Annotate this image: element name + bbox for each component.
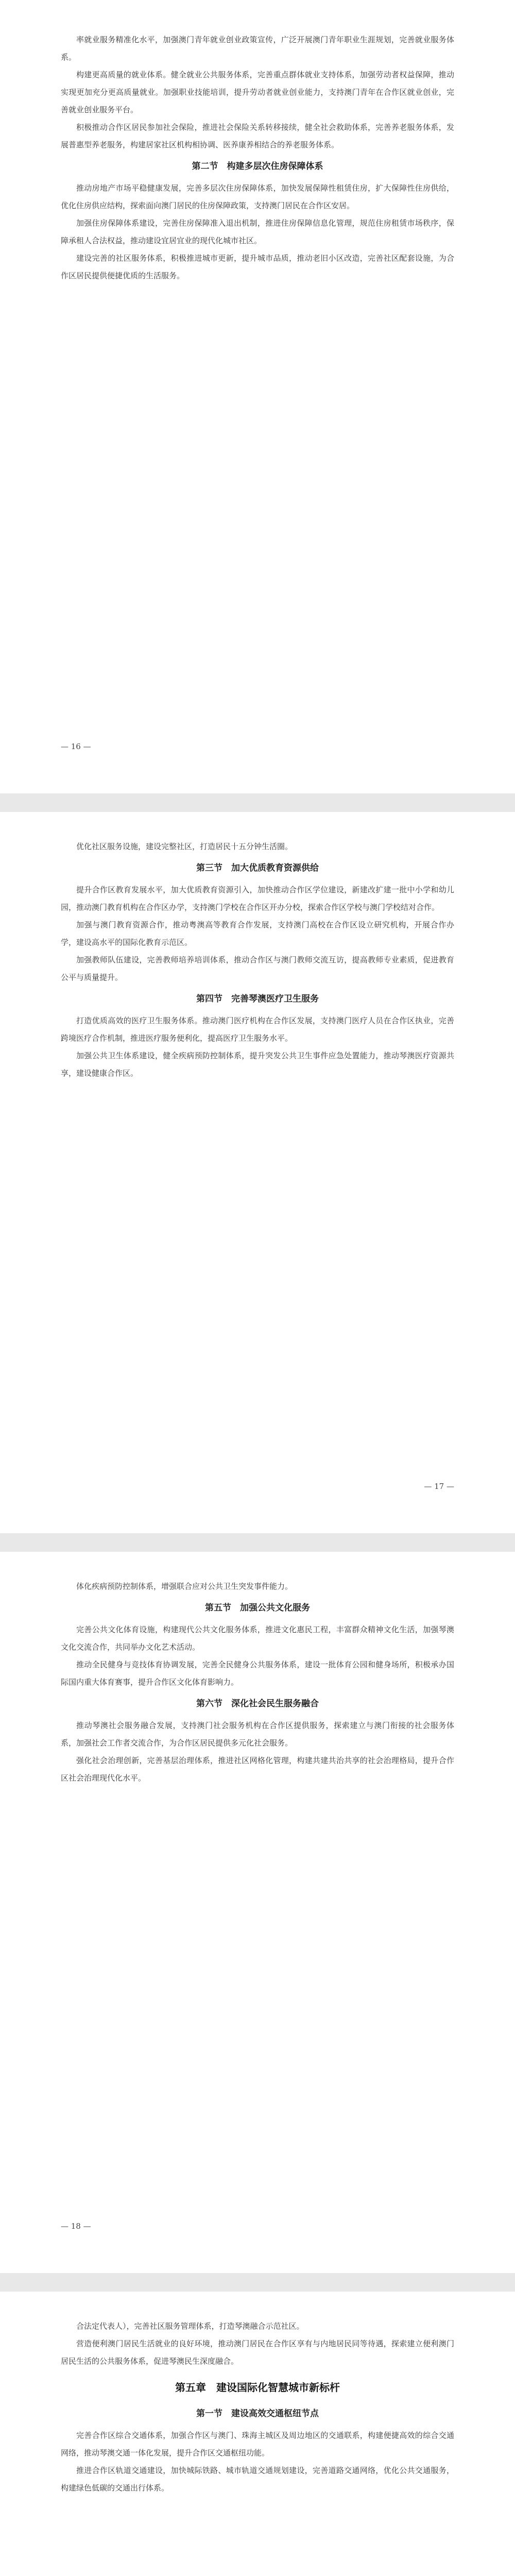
page-number: — 16 —: [61, 742, 91, 751]
paragraph: 完善公共文化体育设施，构建现代公共文化服务体系，推进文化惠民工程，丰富群众精神文化生活，加强琴澳文化交流合作，共同举办文化艺术活动。: [61, 1625, 454, 1652]
page-separator: [0, 1533, 515, 1552]
section-heading: 第三节 加大优质教育资源供给: [196, 863, 319, 873]
document-page: [0, 0, 515, 793]
section-heading: 第四节 完善琴澳医疗卫生服务: [196, 994, 319, 1004]
paragraph: 加强住房保障体系建设，完善住房保障准入退出机制，推进住房保障信息化管理，规范住房租赁市场秩序，保障承租人合法权益，推动建设宜居宜业的现代化城市社区。: [61, 218, 454, 245]
page-separator: [0, 793, 515, 812]
section-heading: 第五节 加强公共文化服务: [205, 1603, 310, 1613]
section-heading: 第二节 构建多层次住房保障体系: [192, 161, 323, 172]
paragraph: 合法定代表人），完善社区服务管理体系，打造琴澳融合示范社区。: [76, 2321, 304, 2331]
document-page: [0, 812, 515, 1533]
paragraph: 推动房地产市场平稳健康发展，完善多层次住房保障体系，加快发展保障性租赁住房，扩大保障性住房供给，优化住房供应结构，探索面向澳门居民的住房保障政策，支持澳门居民在合作区安居。: [61, 183, 454, 210]
paragraph: 完善合作区综合交通体系，加强合作区与澳门、珠海主城区及周边地区的交通联系，构建便捷高效的综合交通网络，推动琴澳交通一体化发展，提升合作区交通枢纽功能。: [61, 2431, 454, 2458]
page-content: [61, 2317, 454, 2497]
paragraph: 加强教师队伍建设，完善教师培养培训体系，推动合作区与澳门教师交流互访，提高教师专业素质，促进教育公平与质量提升。: [61, 955, 454, 982]
paragraph: 体化疾病预防控制体系，增强联合应对公共卫生突发事件能力。: [76, 1582, 293, 1591]
paragraph: 建设完善的社区服务体系，积极推进城市更新，提升城市品质，推动老旧小区改造，完善社区配套设施，为合作区居民提供便捷优质的生活服务。: [61, 253, 454, 280]
paragraph: 推进合作区轨道交通建设，加快城际铁路、城市轨道交通规划建设，完善道路交通网络，优化公共交通服务，构建绿色低碳的交通出行体系。: [61, 2466, 454, 2493]
document-page: [0, 2292, 515, 2576]
paragraph: 提升合作区教育发展水平，加大优质教育资源引入，加快推动合作区学位建设，新建改扩建一批中小学和幼儿园，推动澳门教育机构在合作区办学，支持澳门学校在合作区开办分校，探索合作区学校与澳门学校结对合作。: [61, 885, 454, 912]
section-heading: 第一节 建设高效交通枢纽节点: [196, 2409, 319, 2419]
paragraph: 强化社会治理创新，完善基层治理体系，推进社区网格化管理，构建共建共治共享的社会治理格局，提升合作区社会治理现代化水平。: [61, 1756, 454, 1783]
paragraph: 打造优质高效的医疗卫生服务体系。推动澳门医疗机构在合作区发展，支持澳门医疗人员在合作区执业，完善跨境医疗合作机制，推进医疗服务便利化，提高医疗卫生服务水平。: [61, 1016, 454, 1043]
page-number: — 17 —: [424, 1482, 454, 1491]
page-number: — 18 —: [61, 2222, 91, 2231]
paragraph: 优化社区服务设施，建设完整社区，打造居民十五分钟生活圈。: [76, 842, 293, 851]
page-content: [61, 838, 454, 1082]
paragraph: 率就业服务精准化水平，加强澳门青年就业创业政策宣传，广泛开展澳门青年职业生涯规划，完善就业服务体系。: [61, 35, 454, 62]
paragraph: 推动琴澳社会服务融合发展，支持澳门社会服务机构在合作区提供服务，探索建立与澳门衔接的社会服务体系，加强社会工作者交流合作，为合作区居民提供多元化社会服务。: [61, 1721, 454, 1748]
paragraph: 加强公共卫生体系建设，健全疾病预防控制体系，提升突发公共卫生事件应急处置能力，推动琴澳医疗资源共享，建设健康合作区。: [61, 1051, 454, 1078]
page-content: [61, 1578, 454, 1787]
paragraph: 积极推动合作区居民参加社会保险，推进社会保险关系转移接续，健全社会救助体系，完善养老服务体系，发展普惠型养老服务，构建居家社区机构相协调、医养康养相结合的养老服务体系。: [61, 123, 454, 149]
paragraph: 推动全民健身与竞技体育协调发展，完善全民健身公共服务体系，建设一批体育公园和健身场所，积极承办国际国内重大体育赛事，提升合作区文化体育影响力。: [61, 1660, 454, 1687]
page-content: [61, 31, 454, 284]
chapter-heading: 第五章 建设国际化智慧城市新标杆: [175, 2381, 340, 2394]
section-heading: 第六节 深化社会民生服务融合: [196, 1699, 319, 1709]
paragraph: 构建更高质量的就业体系。健全就业公共服务体系，完善重点群体就业支持体系，加强劳动者权益保障，推动实现更加充分更高质量就业。加强职业技能培训，提升劳动者就业创业能力，支持澳门青年在合作区就业创业，完善就业创业服务平台。: [61, 70, 454, 114]
page-separator: [0, 2273, 515, 2292]
paragraph: 营造便利澳门居民生活就业的良好环境，推动澳门居民在合作区享有与内地居民同等待遇，探索建立便利澳门居民生活的公共服务体系，促进琴澳民生深度融合。: [61, 2339, 454, 2366]
paragraph: 加强与澳门教育资源合作，推动粤澳高等教育合作发展，支持澳门高校在合作区设立研究机构，开展合作办学，建设高水平的国际化教育示范区。: [61, 920, 454, 947]
document-page: [0, 1552, 515, 2273]
